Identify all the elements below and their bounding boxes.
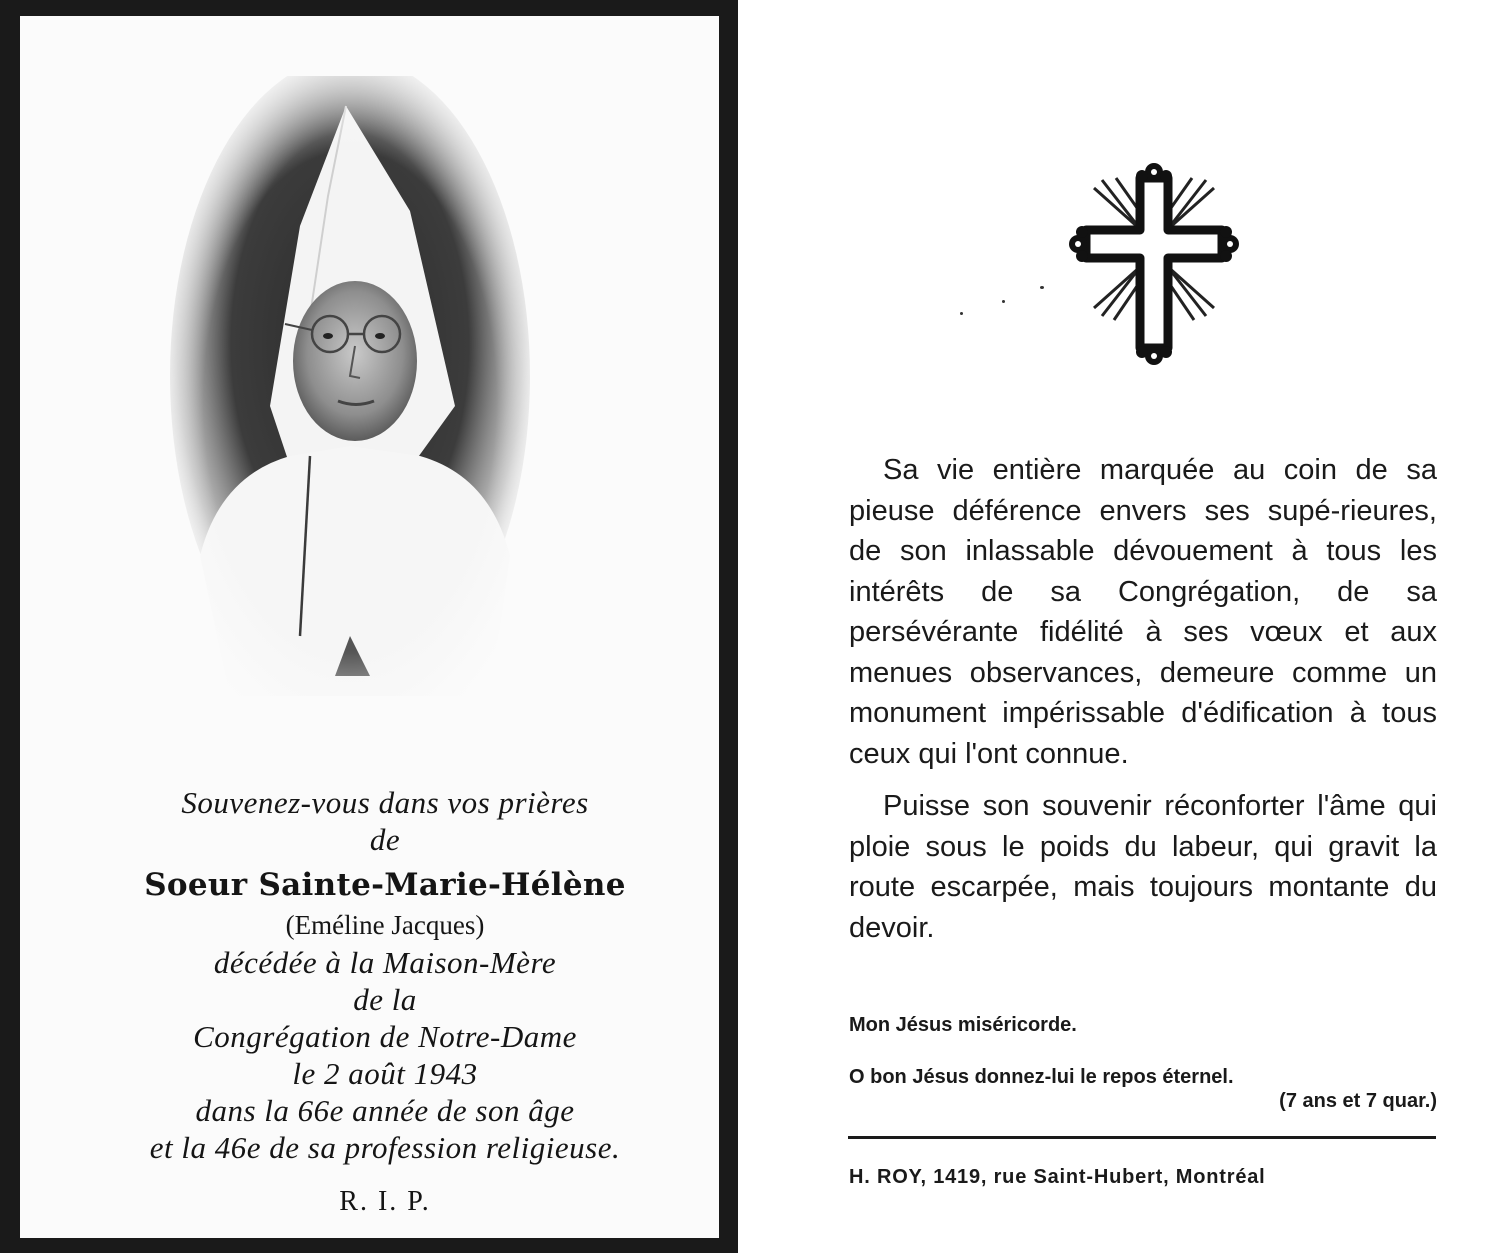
nun-portrait-photo [160,76,540,726]
prayer-paragraph-2: Puisse son souvenir réconforter l'âme qui ploie sous le poids du labeur, qui gravit la route escarpée, mais toujours montante du devoir. [849,790,1437,944]
prayer-paragraph-1: Sa vie entière marquée au coin de sa pieuse déférence envers ses supé-rieures, de son inlassable dévouement à tous les intérêts de sa Congrégation, de sa persévérante fidélité à ses vœux et aux menues observances, demeure comme un monument impérissable d'édification à tous ceux qui l'ont connue. [849,454,1437,770]
congregation-name: Congrégation de Notre-Dame [193,1019,577,1054]
invocation-mercy: Mon Jésus miséricorde. [849,1014,1077,1036]
invocation-eternal-rest: O bon Jésus donnez-lui le repos éternel. [849,1066,1234,1088]
memorial-prayer-text [849,450,1437,948]
prayer-request: Souvenez-vous dans vos prières [181,785,589,820]
speck-mark [960,312,963,315]
memorial-text-block [10,784,760,1218]
deceased-religious-name: Soeur Sainte-Marie-Hélène [144,867,626,903]
rip-text: R. I. P. [339,1186,431,1217]
card-front-inner [20,16,719,1238]
speck-mark [1002,300,1005,303]
memorial-card-front [0,0,738,1253]
indulgence-note: (7 ans et 7 quar.) [1279,1090,1437,1112]
cross-icon [1064,158,1244,378]
age-line: dans la 66e année de son âge [195,1093,575,1128]
speck-mark [1040,286,1044,289]
profession-line: et la 46e de sa profession religieuse. [149,1130,621,1165]
printer-imprint: H. ROY, 1419, rue Saint-Hubert, Montréal [849,1166,1266,1188]
death-place-line: décédée à la Maison-Mère [213,945,557,980]
death-place-de-la: de la [353,982,417,1017]
prayer-request-de: de [369,822,401,857]
death-date: le 2 août 1943 [292,1056,478,1091]
deceased-secular-name: (Eméline Jacques) [285,910,485,940]
divider-rule [848,1136,1436,1139]
